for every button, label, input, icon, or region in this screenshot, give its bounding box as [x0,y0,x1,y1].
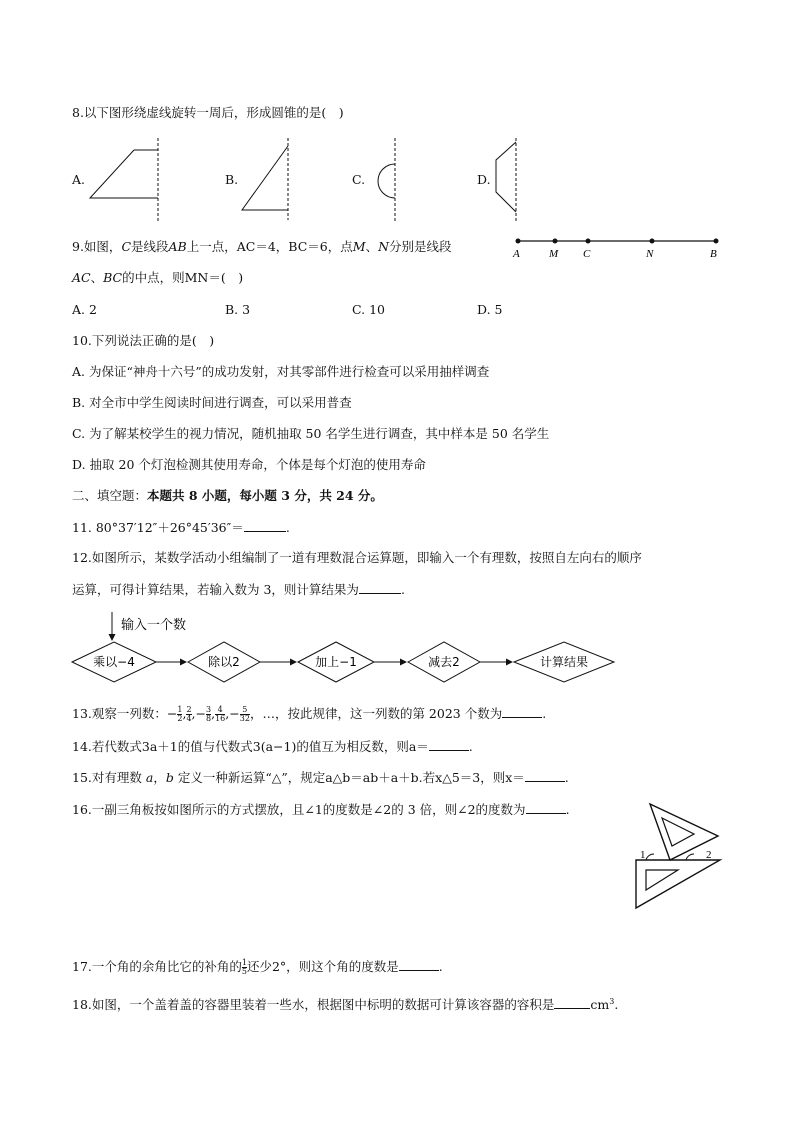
q9-option-b: B. 3 [225,302,251,317]
answer-blank [554,996,590,1009]
point-n [650,239,655,244]
q18: 18.如图，一个盖着盖的容器里装着一些水，根据图中标明的数据可计算该容器的容积是 $cm^3$. [72,997,619,1013]
flow-input-label: 输入一个数 [121,618,187,633]
point-m [553,239,558,244]
point-b [714,239,719,244]
q12-line2: 运算，可得计算结果，若输入数为 3，则计算结果为 . [72,582,405,597]
q9-option-d: D. 5 [477,302,503,317]
angle-1-label: 1 [640,849,646,861]
label-a: A [513,248,520,260]
q9-option-a: A. 2 [72,302,97,317]
q9-line2: AC、BC的中点，则MN＝( ) [72,270,244,285]
q12-flowchart [70,610,630,686]
q10-option-a: A. 为保证“神舟十六号”的成功发射，对其零部件进行检查可以采用抽样调查 [72,364,490,379]
q8-option-d: D. [477,172,491,187]
q8-option-c: C. [352,172,366,187]
answer-blank [399,958,439,971]
q10-stem: 10.下列说法正确的是( ) [72,333,215,348]
q8-option-b: B. [225,172,239,187]
answer-blank [359,581,401,594]
label-m: M [549,248,559,260]
q8-stem: 8.以下图形绕虚线旋转一周后，形成圆锥的是( ) [72,105,344,120]
svg-text:除以2: 除以2 [208,655,240,669]
point-a [516,239,521,244]
angle-2-label: 2 [706,849,712,861]
q16: 16.一副三角板按如图所示的方式摆放，且∠1的度数是∠2的 3 倍，则∠2的度数为 . [72,802,570,817]
q13: 13.观察一列数：− $\frac{1}{2}$ , $\frac{2}{4}$ ,− $\frac{3}{8}$ , $\frac{4}{16}$ ,− $\frac{5}{32}$ ，…，按此规律，这一列数的第 2023 个数为 . [72,705,547,723]
label-b: B [710,248,717,260]
q10-option-b: B. 对全市中学生阅读时间进行调查，可以采用普查 [72,395,352,410]
point-c [586,239,591,244]
q16-triangle-figure [628,796,724,914]
label-c: C [583,248,591,260]
q10-option-c: C. 为了解某校学生的视力情况，随机抽取 50 名学生进行调查，其中样本是 50 名学生 [72,426,550,441]
answer-blank [502,705,542,718]
answer-blank [429,738,469,751]
q8-figure-a [84,136,174,224]
q9-line1: 9.如图，C是线段AB上一点，AC＝4，BC＝6，点M、N分别是线段 [72,239,452,254]
q8-figure-d [490,136,530,224]
q15: 15.对有理数 a，b 定义一种新运算“△”，规定a△b＝ab＋a＋b.若x△5＝3，则x＝ . [72,770,569,785]
answer-blank [526,801,566,814]
q8-option-a: A. [72,172,86,187]
q14: 14.若代数式3a＋1的值与代数式3(a−1)的值互为相反数，则a＝ . [72,739,473,754]
q9-segment-figure [510,234,724,262]
svg-text:计算结果: 计算结果 [539,655,589,669]
svg-text:乘以−4: 乘以−4 [93,655,135,669]
answer-blank [525,769,565,782]
section-heading: 二、填空题：本题共 8 小题，每小题 3 分，共 24 分。 [72,488,383,503]
label-n: N [646,248,654,260]
q10-option-d: D. 抽取 20 个灯泡检测其使用寿命，个体是每个灯泡的使用寿命 [72,457,426,472]
q11: 11. 80°37′12″＋26°45′36″＝ . [72,520,290,535]
q12-line1: 12.如图所示，某数学活动小组编制了一道有理数混合运算题，即输入一个有理数，按照自左向右的顺序 [72,550,642,565]
answer-blank [244,519,286,532]
q8-figure-c [364,136,404,224]
q9-option-c: C. 10 [352,302,385,317]
q17: 17.一个角的余角比它的补角的 $\frac{1}{5}$ 还少2°，则这个角的度数是 . [72,958,443,976]
svg-text:加上−1: 加上−1 [315,655,357,669]
svg-text:减去2: 减去2 [428,655,460,669]
q8-figure-b [238,136,298,224]
